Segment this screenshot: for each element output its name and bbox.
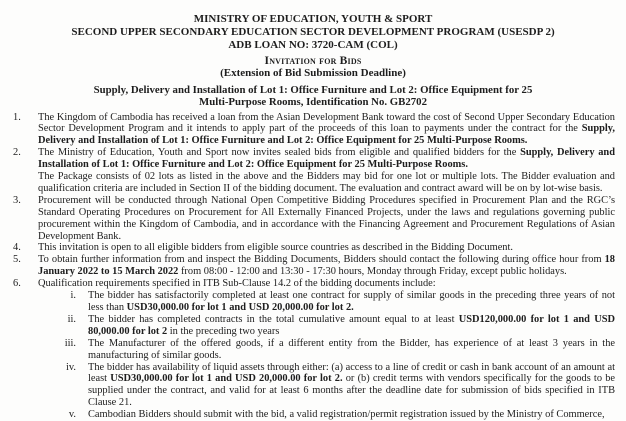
list-item-number: 4.: [13, 242, 21, 254]
program-title: SECOND UPPER SECONDARY EDUCATION SECTOR DEVELOPMENT PROGRAM (USESDP 2): [0, 26, 626, 39]
text-segment: The Package consists of 02 lots as listed in the above and the Bidders may bid for one lot or multiple lots. The Bidder evaluation and qualification criteria are included in Section II of the bidding document. The evaluation and contract award will be on by lot-wise basis.: [38, 171, 615, 194]
items-list: [0, 112, 626, 421]
list-item-number: 5.: [13, 254, 21, 266]
text-segment: Cambodian Bidders should submit with the bid, a valid registration/permit registration issued by the Ministry of Commerce,: [88, 409, 605, 420]
text-segment: To obtain further information from and inspect the Bidding Documents, Bidders should contact the following during office hour from: [38, 254, 605, 265]
list-item: [0, 147, 615, 195]
paragraph: [38, 254, 615, 278]
paragraph: [38, 112, 615, 148]
sub-list-item-content: [88, 290, 615, 314]
text-segment: Qualification requirements specified in ITB Sub-Clause 14.2 of the bidding documents include:: [38, 278, 436, 289]
sub-list-item-content: [88, 362, 615, 410]
list-item-content: [38, 242, 615, 254]
paragraph: [38, 171, 615, 195]
sub-list-item: [0, 362, 615, 410]
text-segment: The Kingdom of Cambodia has received a loan from the Asian Development Bank toward the cost of Second Upper Secondary Education Sector Development Program and it intends to apply part of the proceeds of this loan to payments under the contract for the: [38, 112, 615, 135]
text-segment: USD30,000.00 for lot 1 and USD 20,000.00 for lot 2.: [127, 302, 354, 313]
text-segment: Procurement will be conducted through National Open Competitive Bidding Procedures specified in Procurement Plan and the RGC’s Standard Operating Procedures on Procurement for All Externally Financed Projects, under the laws and regulations governing public procurement within the Kingdom of Cambodia, and in accordance with the Financing Agreement and Procurement Regulations of Asian Development Bank.: [38, 195, 615, 242]
document-header: [0, 13, 626, 109]
sub-list-item: [0, 409, 615, 421]
list-item-content: [38, 147, 615, 195]
list-item: [0, 195, 615, 243]
paragraph: [38, 195, 615, 243]
extension-subheading: (Extension of Bid Submission Deadline): [0, 67, 626, 80]
text-segment: 18 January 2022 to 15 March 2022: [38, 254, 615, 277]
list-item-number: 3.: [13, 195, 21, 207]
list-item-content: [38, 195, 615, 243]
list-item-content: [38, 254, 615, 278]
sub-list-item: [0, 314, 615, 338]
text-segment: The bidder has satisfactorily completed at least one contract for supply of similar goods in the preceding three years of not less than: [88, 290, 615, 313]
text-segment: Supply, Delivery and Installation of Lot 1: Office Furniture and Lot 2: Office Equipment for 25 Multi-Purpose Rooms.: [38, 147, 615, 170]
document-title-line1: Supply, Delivery and Installation of Lot 1: Office Furniture and Lot 2: Office Equipment for 25: [0, 84, 626, 97]
sub-list-item-number: iii.: [46, 338, 76, 350]
text-segment: USD30,000.00 for lot 1 and USD 20,000.00 for lot 2.: [110, 373, 342, 384]
paragraph: [38, 242, 615, 254]
text-segment: from 08:00 - 12:00 and 13:30 - 17:30 hours, Monday through Friday, except public holidays.: [178, 266, 566, 277]
list-item: [0, 242, 615, 254]
list-item: [0, 278, 615, 290]
list-item-content: [38, 112, 615, 148]
list-item-number: 2.: [13, 147, 21, 159]
sub-list-item-number: ii.: [46, 314, 76, 326]
sub-list-item-content: [88, 409, 615, 421]
list-item-content: [38, 278, 615, 290]
paragraph: [38, 147, 615, 171]
text-segment: This invitation is open to all eligible bidders from eligible source countries as described in the Bidding Document.: [38, 242, 513, 253]
list-item: [0, 254, 615, 278]
sub-list-item: [0, 290, 615, 314]
sub-list-item-number: v.: [46, 409, 76, 421]
text-segment: The Manufacturer of the offered goods, if a different entity from the Bidder, has experience of at least 3 years in the manufacturing of similar goods.: [88, 338, 615, 361]
loan-number: ADB LOAN NO: 3720-CAM (COL): [0, 39, 626, 52]
text-segment: The Ministry of Education, Youth and Sport now invites sealed bids from eligible and qualified bidders for the: [38, 147, 520, 158]
sub-list-item-content: [88, 314, 615, 338]
text-segment: Supply, Delivery and Installation of Lot 1: Office Furniture and Lot 2: Office Equipment for 25 Multi-Purpose Rooms.: [38, 123, 615, 146]
text-segment: USD120,000.00 for lot 1 and USD 80,000.00 for lot 2: [88, 314, 615, 337]
sub-list-item: [0, 338, 615, 362]
list-item-number: 1.: [13, 112, 21, 124]
invitation-heading: Invitation for Bids: [0, 55, 626, 68]
list-item: [0, 112, 615, 148]
text-segment: in the preceding two years: [167, 326, 279, 337]
text-segment: or (b) credit terms with vendors specifically for the goods to be supplied under the contract, and valid for at least 6 months after the deadline date for submission of bids specified in ITB Clause 21.: [88, 373, 615, 408]
text-segment: The bidder has completed contracts in the total cumulative amount equal to at least: [88, 314, 459, 325]
sub-list-item-number: iv.: [46, 362, 76, 374]
list-item-number: 6.: [13, 278, 21, 290]
paragraph: [38, 278, 615, 290]
document-title: [0, 84, 626, 109]
sub-list-item-number: i.: [46, 290, 76, 302]
document-title-line2: Multi-Purpose Rooms, Identification No. GB2702: [0, 96, 626, 109]
ministry-title: MINISTRY OF EDUCATION, YOUTH & SPORT: [0, 13, 626, 26]
text-segment: The bidder has availability of liquid assets through either: (a) access to a line of credit or cash in bank account of an amount at least: [88, 362, 615, 385]
sub-list-item-content: [88, 338, 615, 362]
